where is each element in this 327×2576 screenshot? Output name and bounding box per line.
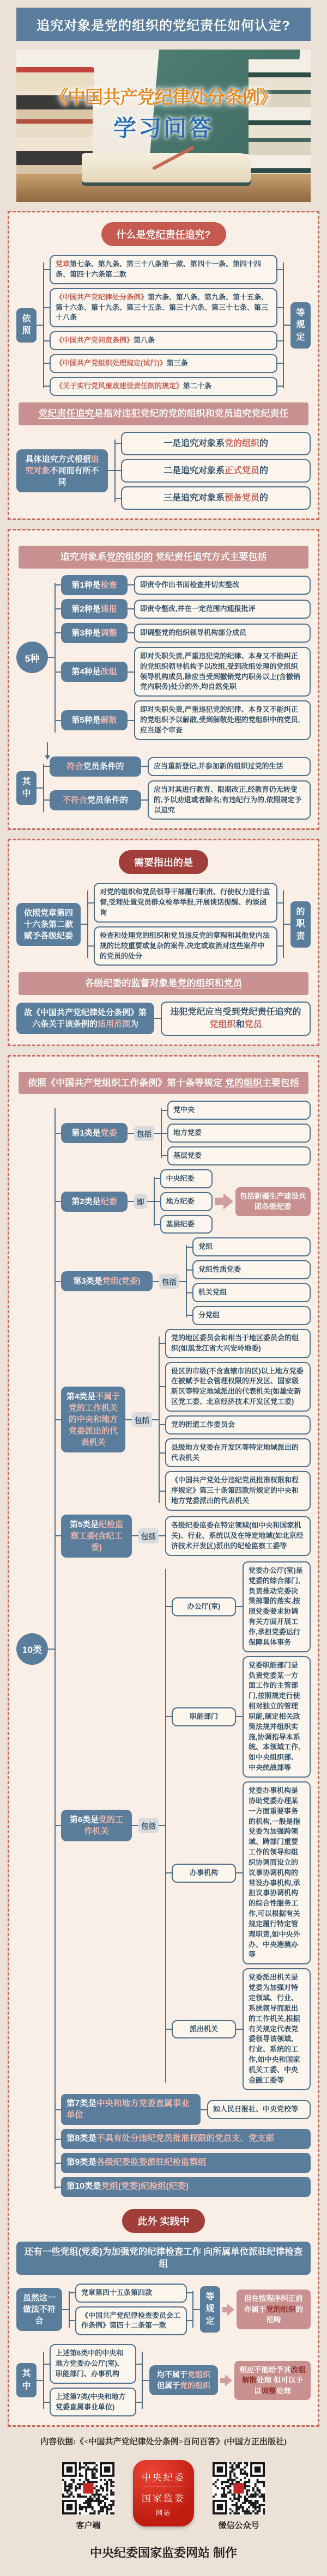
connector <box>152 1419 159 1420</box>
connector <box>143 2380 149 2381</box>
connector <box>128 672 134 673</box>
relation-label: 包括 <box>138 1528 159 1543</box>
ref-item: 党章第四十五条第四款 <box>75 2284 187 2303</box>
extra-pill: 此外 实践中 <box>122 2209 204 2233</box>
kind-row <box>61 599 311 619</box>
among-tree <box>16 756 311 820</box>
section2-banner: 追究对象系党的组织的 党纪责任追究方式主要包括 <box>19 546 308 569</box>
target-item: 二是追究对象系正式党员的 <box>121 459 311 483</box>
section-ten-categories <box>8 1055 319 2427</box>
app-icon-line2: 国家监委 <box>142 2493 185 2504</box>
connector <box>125 1419 132 1420</box>
connector <box>159 1535 165 1536</box>
definition-banner: 党纪责任追究是指对违犯党纪的党的组织和党员追究党纪责任 <box>19 402 308 425</box>
qr-wechat-label: 微信公众号 <box>218 2521 259 2531</box>
basis-ref-item: 《中国共产党问责条例》第八条 <box>50 331 277 350</box>
category-row-9: 第9类是各级纪委监委派驻纪检监察组 <box>61 2153 311 2173</box>
connector <box>128 720 134 721</box>
duty-suffix-label: 的职责 <box>290 901 311 948</box>
connector <box>153 1281 159 1282</box>
relation-label: 包括 <box>134 1126 154 1141</box>
basis-ref-item: 党章第七条、第九条、第三十八条第一款、第四十一条、第四十四条、第四十六条第二款 <box>50 255 277 284</box>
count-circle-5: 5种 <box>16 642 48 673</box>
category-label: 第4类是不属于党的工作机关的中央和地方党委派出的代表机关 <box>61 1387 125 1452</box>
organ-name: 职能部门 <box>172 1707 236 1726</box>
basis-ref-item: 《中国共产党纪律处分条例》第六条、第八条、第九条、第十五条、第十六条、第十九条、第三十五条、第三十六条、第三十七条、第三十八条 <box>50 288 277 328</box>
basis-right-label: 等规定 <box>290 302 311 349</box>
category-row-7 <box>61 2094 311 2126</box>
duty-basis-node: 依照党章第四十六条第二款赋予各级纪委 <box>16 903 81 946</box>
connector <box>128 608 134 609</box>
kind-label: 第3种是调整 <box>61 623 128 643</box>
category-row-5 <box>61 1515 311 1558</box>
category-label: 第3类是党组(党委) <box>61 1271 153 1291</box>
connector <box>236 2029 243 2030</box>
basis-left-label: 依照 <box>16 308 37 343</box>
item: 党的街道工作委员会 <box>165 1415 311 1434</box>
supervision-banner: 各级纪委的监督对象是党的组织和党员 <box>19 972 308 995</box>
among2-label: 其中 <box>16 2363 37 2397</box>
relation-label: 即 <box>134 1194 147 1209</box>
category-list <box>55 1101 311 2197</box>
category-row-8: 第8类是不具有处分违纪党员批准权限的党总支、党支部 <box>61 2129 311 2149</box>
organ-name: 办公厅(室) <box>172 1597 236 1616</box>
connector <box>128 1133 134 1134</box>
item: 上述第7类(中央和地方党委直属事业单位) <box>50 2388 136 2417</box>
case-row <box>50 756 311 777</box>
qr-footer <box>0 2459 327 2531</box>
among2-mid: 均不属于党组织但属于党的组织 <box>149 2365 218 2395</box>
connector <box>193 2309 200 2310</box>
duty-item: 检查和处理党的组织和党员违反党的章程和其他党内法规的比较重要或复杂的案件,决定或取消对这些案件中的党员的处分 <box>94 926 277 966</box>
ref-item: 《中国共产党纪律检查委员会工作条例》第四十二条第一款 <box>75 2306 187 2336</box>
basis-tree <box>16 255 311 396</box>
kind-row <box>61 700 311 740</box>
connector <box>159 1825 165 1826</box>
kind-label: 第2种是通报 <box>61 599 128 619</box>
among2-result: 相应不能给予其改组 解散处理 但可以予以调整处理 <box>234 2361 311 2401</box>
section1-title-pill: 什么是党纪责任追究? <box>101 222 226 246</box>
target-item: 一是追究对象系党的组织的 <box>121 432 311 455</box>
app-icon-line3: 网站 <box>155 2508 171 2517</box>
extra-banner: 还有一些党组(党委)为加强党的纪律检查工作 向所属单位派驻纪律检查组 <box>16 2242 311 2275</box>
scope-result: 违犯党纪应当受到党纪责任追究的党组织和党员 <box>161 1002 311 1035</box>
section-need-to-point-out <box>8 839 319 1046</box>
category-row-10: 第10类是党组(党委)纪检组(纪委) <box>61 2177 311 2197</box>
category-label: 第7类是中央和地方党委直属事业单位 <box>61 2094 201 2126</box>
kind-desc: 即对失职失责,严重违犯党的纪律、本身又不能纠正的党组织领导机构予以改组,受到改组处理的党组织领导机构成员,除应当受到撤销党内职务以上(含撤销党内职务)处分的外,均自然免职 <box>134 647 311 697</box>
case-desc: 应当重新登记,并参加新的组织过党的生活 <box>148 757 311 776</box>
case-label: 符合党员条件的 <box>50 756 141 777</box>
method-tree <box>16 432 311 510</box>
arrow-right-icon <box>220 2374 232 2386</box>
kind-row <box>61 623 311 643</box>
connector <box>48 1649 55 1650</box>
item: 中央纪委 <box>160 1169 213 1188</box>
although-refs <box>69 2284 193 2336</box>
category-note: 如人民日报社、中央党校等 <box>207 2100 311 2119</box>
item: 党组 <box>192 1237 311 1256</box>
connector <box>108 470 114 471</box>
content-source-line: 内容依据:《<中国共产党纪律处分条例>百问百答》(中国方正出版社) <box>40 2438 287 2447</box>
item: 分党组 <box>192 1306 311 1325</box>
organ-desc: 党委办公厅(室)是党委的综合部门,负责推动党委决策部署的落实,按照党委要求协调有关方面开展工作,承担党委运行保障具体事务 <box>243 1561 311 1652</box>
item: 基层党委 <box>167 1146 311 1165</box>
category-row-4 <box>61 1329 311 1511</box>
item: 党中央 <box>167 1101 311 1120</box>
ten-categories-tree <box>16 1101 311 2197</box>
item: 党的地区委员会和相当于地区委员会的组织(如黑龙江省大兴安岭地委) <box>165 1329 311 1358</box>
category-row-1 <box>61 1101 311 1165</box>
item: 《中国共产党处分违纪党员批准权限和程序规定》第三十条第四款所规定的中央和地方党委派出的代表机关 <box>165 1471 311 1511</box>
relation-label: 包括 <box>138 1818 159 1833</box>
duty-item: 对党的组织和党员领导干部履行职责、行使权力进行监督,受理处置党员群众检举举报,开展谈话提醒、约谈函询 <box>94 883 277 923</box>
hero-subtitle: 学习问答 <box>113 115 214 141</box>
arrow-right-icon <box>215 1193 233 1210</box>
section3-title-pill: 需要指出的是 <box>119 850 208 874</box>
credit-line: 中央纪委国家监委网站 制作 <box>89 2546 238 2560</box>
organ-row <box>172 1968 311 2090</box>
kind-label: 第4种是改组 <box>61 662 128 682</box>
kind-label: 第1种是检查 <box>61 575 128 595</box>
connector <box>141 766 148 767</box>
qr-client-label: 客户端 <box>76 2521 101 2531</box>
connector <box>37 788 43 789</box>
kind-list <box>55 575 311 740</box>
item: 党组性质党委 <box>192 1260 311 1279</box>
duty-tree <box>16 883 311 966</box>
case-label: 不符合党员条件的 <box>50 790 141 810</box>
arrow-right-icon <box>222 2304 234 2316</box>
target-list <box>114 432 311 510</box>
item: 县级地方党委在开发区等特定地域派出的代表机关 <box>165 1438 311 1468</box>
section4-banner: 依照《中国共产党组织工作条例》第十条等规定 党的组织主要包括 <box>19 1072 308 1095</box>
case-desc: 应当对其进行教育、限期改正,经教育仍无转变的,予以劝退或者除名;有违纪行为的,依照规定予以追究 <box>148 780 311 820</box>
connector <box>37 325 43 326</box>
relation-label: 包括 <box>132 1412 152 1427</box>
basis-ref-item: 《中国共产党组织处理规定(试行)》第三条 <box>50 354 277 373</box>
category-note: 包括新疆生产建设兵团各级纪委 <box>235 1187 311 1216</box>
connector <box>147 1201 154 1202</box>
qr-client <box>62 2459 114 2531</box>
item: 各级纪委监委在特定领域(如中央和国家机关)、行业、系统以及在特定地域(如北京经济技术开发区)派出的纪检监察工委等 <box>165 1516 311 1556</box>
basis-ref-item: 《关于实行党风廉政建设责任制的规定》第二十条 <box>50 377 277 396</box>
scope-node: 故《中国共产党纪律处分条例》第六条关于该条例的适用范围为 <box>16 1003 154 1034</box>
kind-label: 第5种是解散 <box>61 710 128 730</box>
category-label: 第2类是纪委 <box>61 1192 128 1212</box>
connector <box>236 1872 243 1873</box>
case-list <box>43 756 311 820</box>
organ-desc: 党委办事机构是协助党委办理某一方面重要事务的机构,一般是指党委为加强跨领域、跨部门重要工作的领导和组织协调而设立的议事协调机构的常设办事机构,承担议事协调机构的综合性服务工作,可以根据有关规定履行特定管理职责,如中央外办、中央港澳办等 <box>243 1781 311 1964</box>
open-notebook-graphic <box>82 153 251 182</box>
category-row-2 <box>61 1169 311 1234</box>
kind-desc: 即调整党的组织领导机构部分成员 <box>134 624 311 643</box>
hero-image <box>16 50 311 202</box>
category-items <box>186 1237 311 1324</box>
section-what-is-discipline-accountability <box>8 211 319 520</box>
connector <box>154 1018 161 1019</box>
connector <box>128 1201 134 1202</box>
kind-desc: 即责令作出书面检查并切实整改 <box>134 576 311 595</box>
organ-row <box>172 1781 311 1964</box>
item: 设区的市级(不含直辖市的区)以上地方党委在被赋予社会管理权限的开发区、国家级新区等特定地域派出的代表机关(如雄安新区党工委、北京经济技术开发区党工委) <box>165 1362 311 1412</box>
category-label: 第5类是纪检监察工委(含纪工委) <box>61 1515 132 1558</box>
although-result: 但在按程序纠正前亦属于党的组织的范畴 <box>237 2290 311 2329</box>
connector <box>154 1133 161 1134</box>
category-items <box>154 1169 213 1234</box>
connector <box>284 924 290 925</box>
connector <box>62 2309 69 2310</box>
among2-tree <box>16 2344 311 2416</box>
connector <box>236 1716 243 1717</box>
organ-name: 派出机关 <box>172 2020 236 2039</box>
connector <box>284 325 290 326</box>
ccdi-app-icon <box>133 2460 194 2526</box>
connector <box>128 632 134 633</box>
hero-title: 《中国共产党纪律处分条例》 <box>50 88 277 108</box>
although-label: 虽然这一做法不符合 <box>16 2288 62 2331</box>
connector <box>132 1535 138 1536</box>
category-items <box>161 1101 311 1165</box>
relation-label: 包括 <box>159 1274 179 1289</box>
case-row <box>50 780 311 820</box>
item: 机关党组 <box>192 1283 311 1302</box>
deng-guiding-label: 等规定 <box>200 2286 220 2333</box>
section-five-methods <box>8 529 319 830</box>
count-circle-10: 10类 <box>16 1633 48 1665</box>
category-row-3 <box>61 1237 311 1324</box>
duty-list <box>87 883 284 966</box>
category-row-6 <box>61 1561 311 2090</box>
organ-list <box>165 1561 311 2090</box>
app-icon-line1: 中央纪委 <box>142 2472 185 2483</box>
five-kinds-tree <box>16 575 311 740</box>
kind-row <box>61 575 311 595</box>
although-tree <box>16 2284 311 2336</box>
method-node: 具体追究方式根据追究对象不同而有所不同 <box>16 449 108 492</box>
kind-row <box>61 647 311 697</box>
top-question-banner: 追究对象是党的组织的党纪责任如何认定? <box>16 8 311 41</box>
connector <box>132 1825 138 1826</box>
item: 地方纪委 <box>160 1192 213 1211</box>
item: 地方党委 <box>167 1124 311 1143</box>
connector <box>201 2109 207 2110</box>
target-item: 三是追究对象系预备党员的 <box>121 486 311 510</box>
qr-code-wechat <box>213 2462 265 2514</box>
organ-row <box>172 1561 311 1652</box>
category-label: 第1类是党委 <box>61 1123 128 1143</box>
connector <box>37 2380 43 2381</box>
connector <box>141 799 148 801</box>
connector <box>81 924 87 925</box>
down-arrow <box>47 742 48 755</box>
among-label: 其中 <box>16 771 37 805</box>
page <box>0 8 327 2561</box>
organ-desc: 党委派出机关是党委为加强对特定领域、行业、系统领导而派出的工作机关,根据有关规定代表党委领导该领域、行业、系统的工作,如中央和国家机关工委、中央金融工委等 <box>243 1968 311 2090</box>
scope-tree <box>16 1002 311 1035</box>
qr-wechat <box>213 2459 265 2531</box>
among2-items <box>43 2344 143 2416</box>
basis-list <box>43 255 284 396</box>
connector <box>179 1281 186 1282</box>
item: 基层纪委 <box>160 1215 213 1234</box>
kind-desc: 即对失职失责,严重违犯党的纪律、本身又不能纠正的党组织予以解散,受到解散处理的党组织中的党员,应当逐个审查 <box>134 700 311 740</box>
category-label: 第6类是党的工作机关 <box>61 1810 132 1841</box>
item: 上述第6类中的中央和地方党委办公厅(室)、职能部门、办事机构 <box>50 2344 136 2384</box>
kind-desc: 即责令整改,并在一定范围内通报批评 <box>134 600 311 619</box>
connector <box>48 657 55 658</box>
category-items <box>159 1329 311 1511</box>
organ-row <box>172 1656 311 1778</box>
connector <box>236 1606 243 1607</box>
organ-name: 办事机构 <box>172 1864 236 1883</box>
connector <box>128 584 134 585</box>
qr-code-client <box>62 2462 114 2514</box>
organ-desc: 党委职能部门是负责党委某一方面工作的主管部门,按照规定行使相对独立的管理职能,制定相关政策法规并组织实施,协调指导本系统、本领域工作,如中央组织部、中央统战部等 <box>243 1656 311 1778</box>
